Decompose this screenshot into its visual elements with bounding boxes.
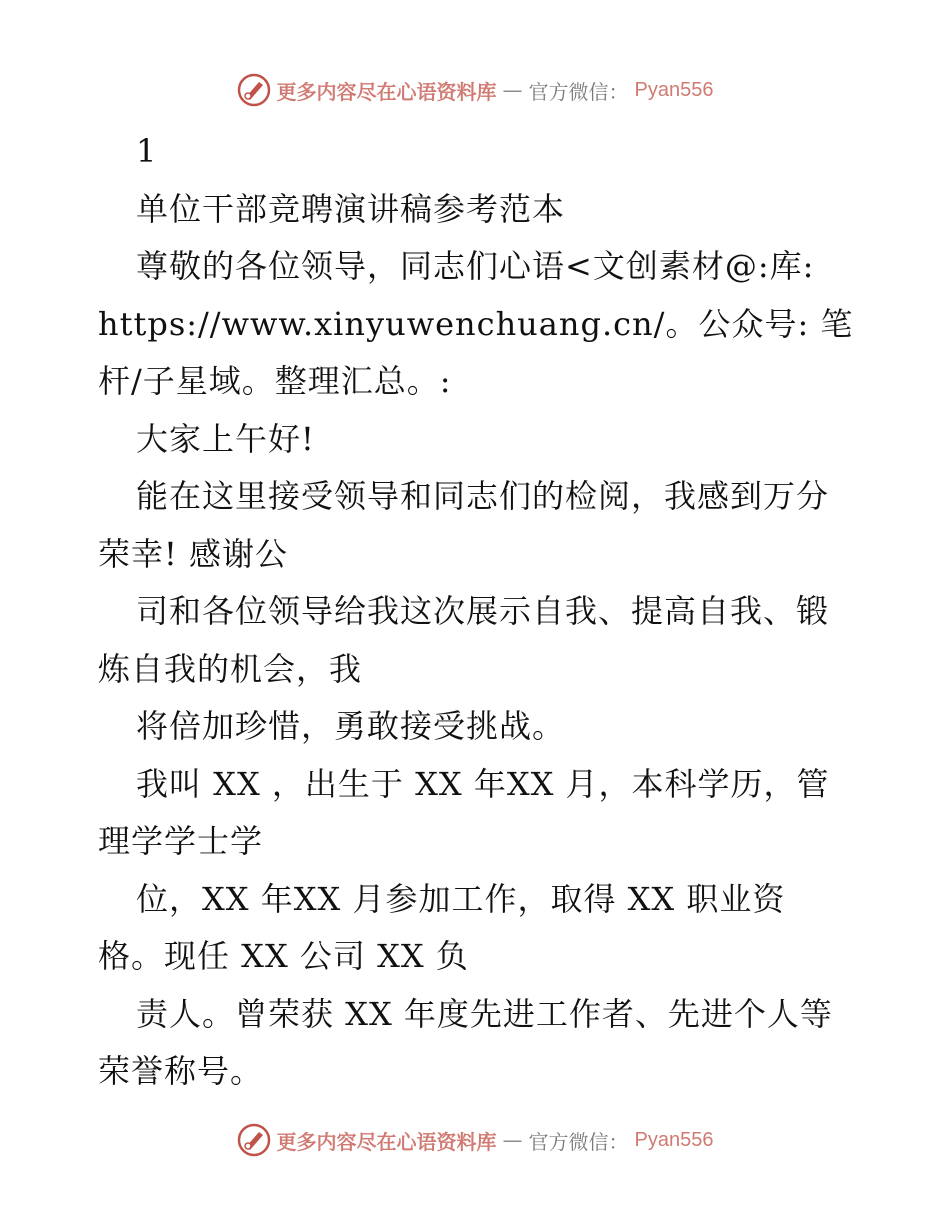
document-line: 司和各位领导给我这次展示自我、提高自我、锻 (136, 592, 830, 630)
document-line: 将倍加珍惜，勇敢接受挑战。 (136, 707, 566, 745)
banner-dash: — (502, 1128, 523, 1152)
document-line: 位，XX 年XX 月参加工作，取得 XX 职业资 (136, 879, 786, 918)
document-line: 大家上午好! (136, 419, 315, 458)
banner-dash: — (502, 78, 523, 102)
banner-main-text: 更多内容尽在心语资料库 (276, 79, 497, 104)
document-line: 炼自我的机会，我 (98, 649, 363, 688)
banner-wechat-label: 官方微信： (528, 79, 629, 104)
document-line: 理学学士学 (98, 822, 264, 860)
header-watermark-banner (0, 70, 950, 110)
document-body (98, 123, 868, 1101)
document-line: 杆/子星域。整理汇总。: (98, 362, 452, 400)
banner-wechat-id: Pyan556 (634, 78, 714, 101)
document-line: 格。现任 XX 公司 XX 负 (98, 937, 469, 975)
document-line: 荣幸! 感谢公 (98, 534, 289, 573)
document-line: 责人。曾荣获 XX 年度先进工作者、先进个人等 (136, 994, 833, 1033)
footer-watermark-banner (0, 1120, 950, 1160)
document-line: 我叫 XX ，出生于 XX 年XX 月，本科学历，管 (136, 764, 830, 803)
document-line: https://www.xinyuwenchuang.cn/。公众号: 笔 (98, 304, 854, 343)
banner-wechat-label: 官方微信： (528, 1129, 629, 1154)
document-line: 能在这里接受领导和同志们的检阅，我感到万分 (136, 477, 830, 515)
document-line: 单位干部竞聘演讲稿参考范本 (136, 189, 566, 228)
brand-logo-icon (237, 1123, 271, 1157)
brand-logo-icon (237, 73, 271, 107)
document-line: 1 (136, 132, 158, 170)
document-line: 荣誉称号。 (98, 1052, 264, 1090)
document-line: 尊敬的各位领导，同志们心语<文创素材@:库: (136, 247, 815, 285)
banner-main-text: 更多内容尽在心语资料库 (276, 1129, 497, 1154)
banner-wechat-id: Pyan556 (634, 1128, 714, 1151)
